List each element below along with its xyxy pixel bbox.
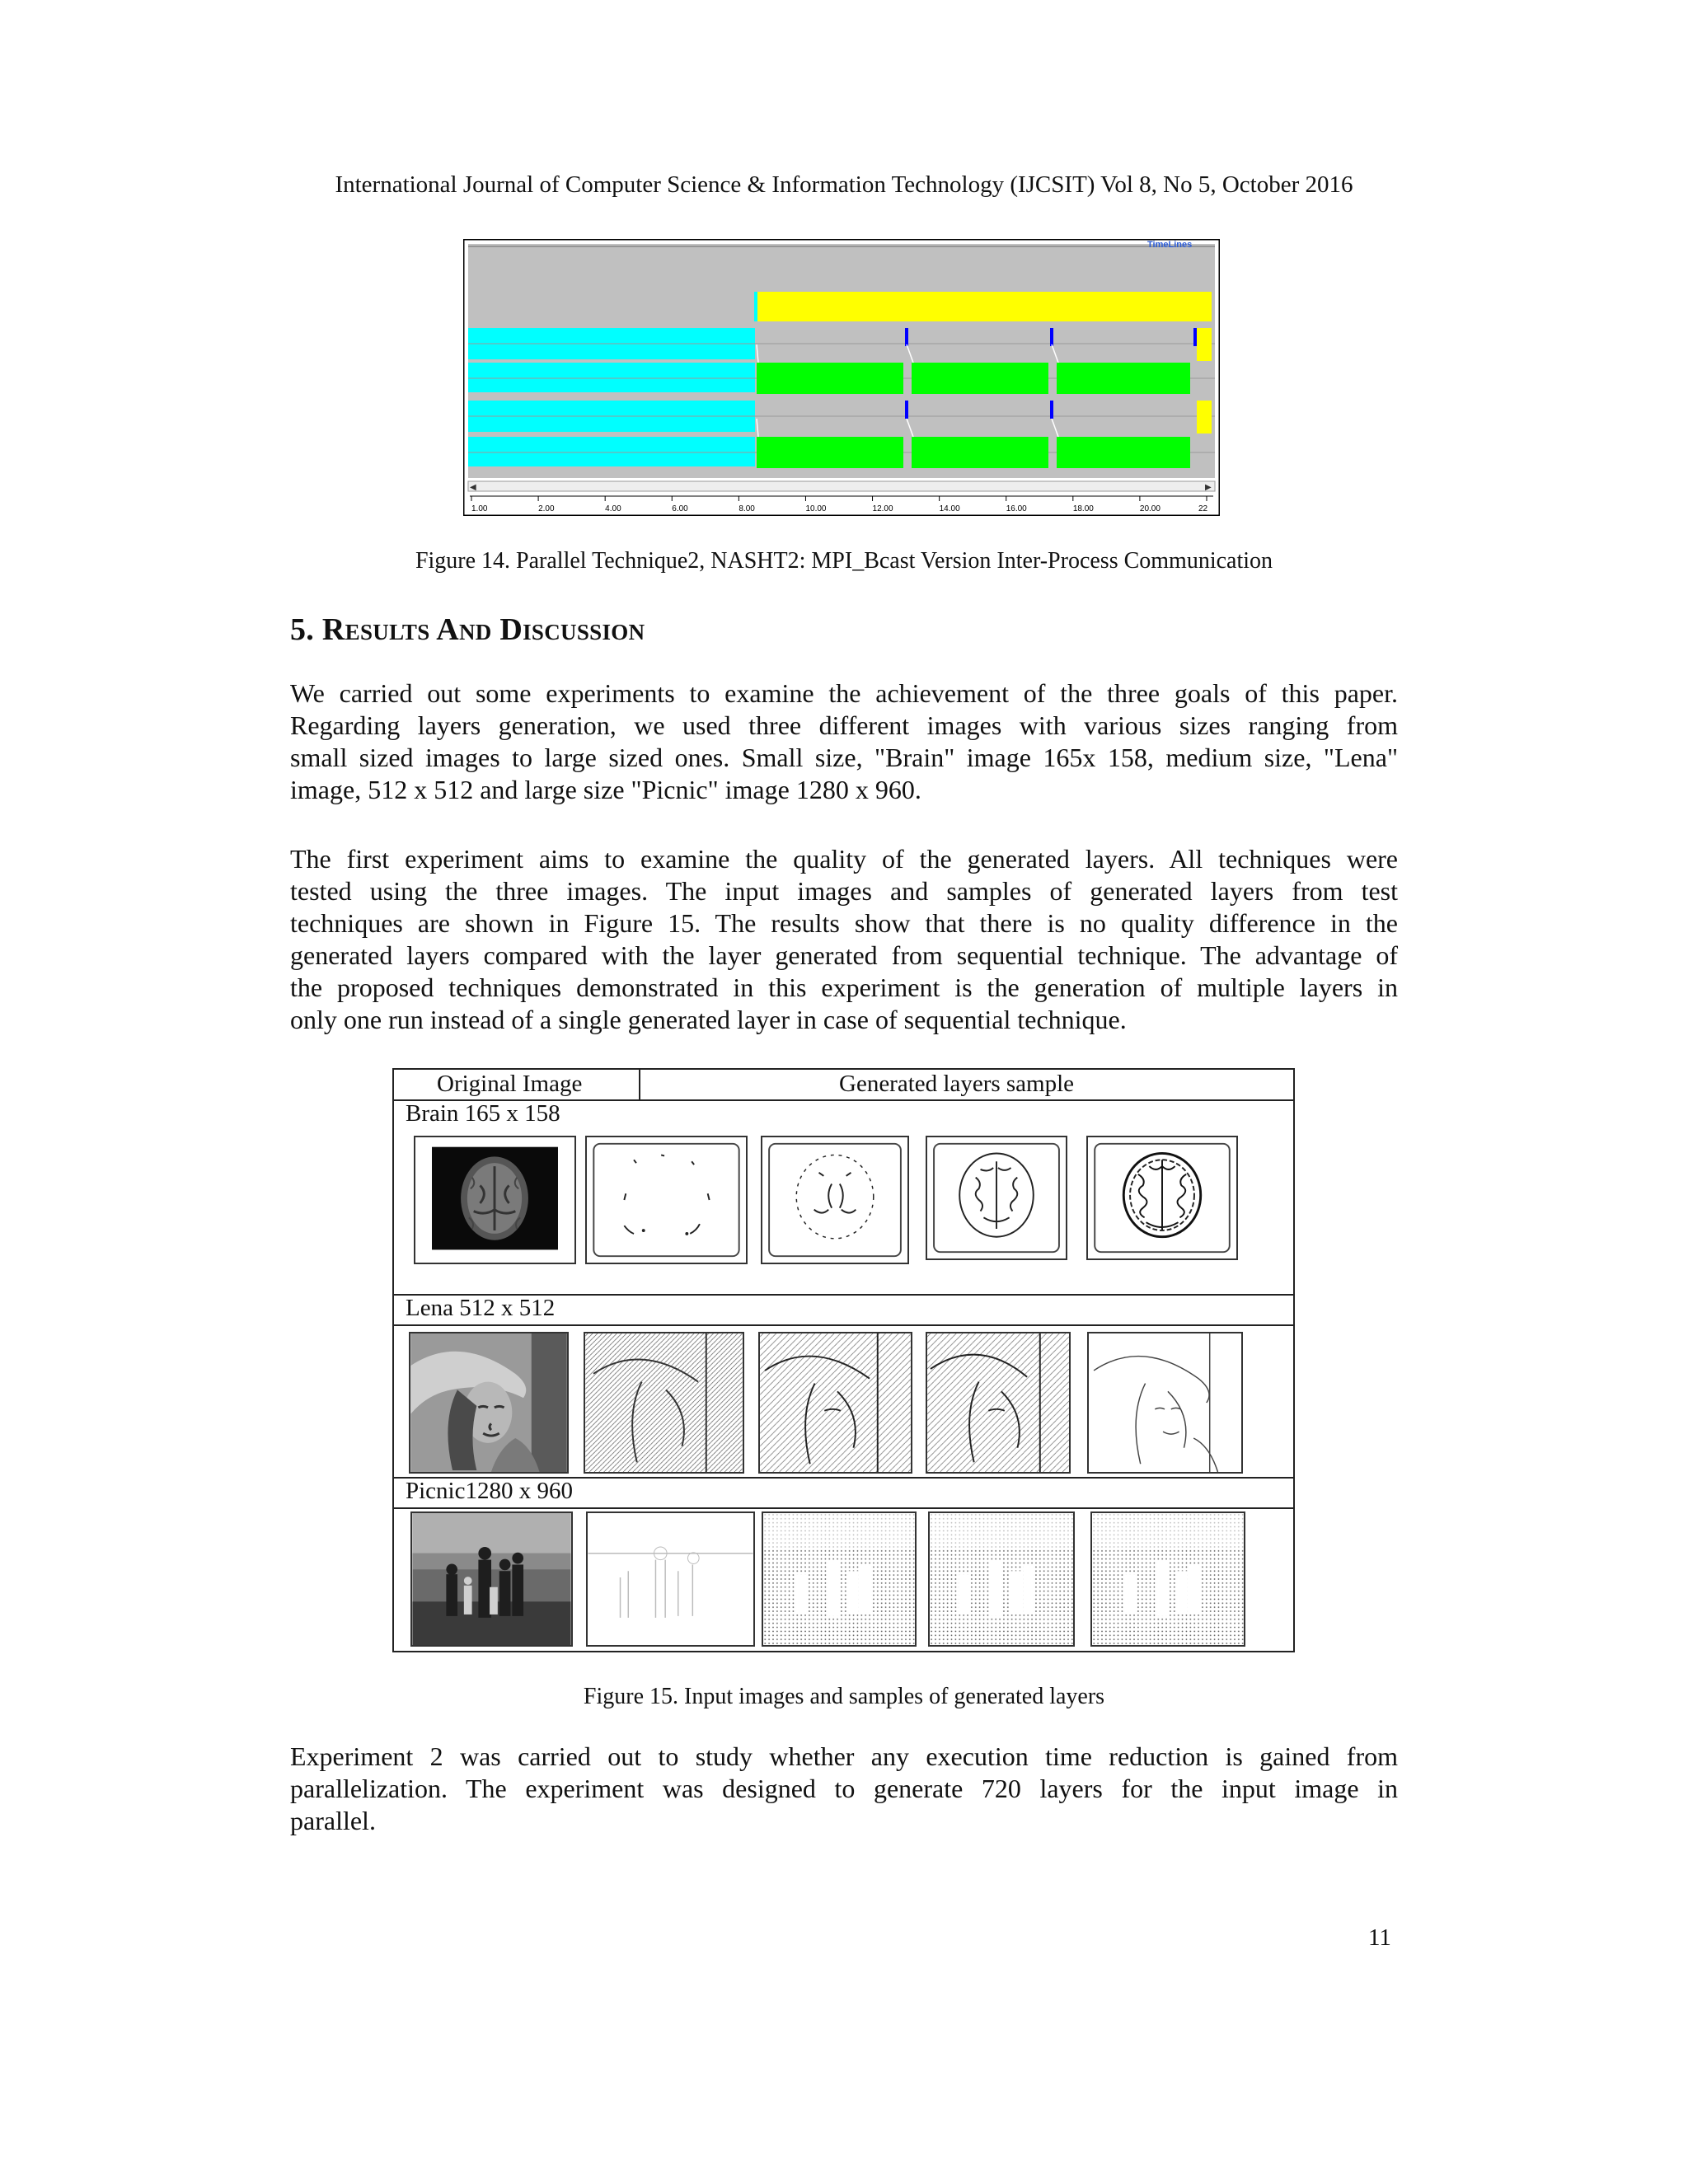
broadcast-tail: [1197, 328, 1212, 361]
picnic-layer-4: [1090, 1511, 1245, 1647]
axis-tick-label: 14.00: [939, 504, 960, 513]
axis-tick-label: 10.00: [805, 504, 827, 513]
section-heading: 5. Results And Discussion: [290, 612, 645, 647]
paragraph-line: image, 512 x 512 and large size "Picnic" image 1280 x 960.: [290, 775, 921, 804]
paragraph-2: [290, 843, 1398, 1036]
axis-tick-label: 20.00: [1139, 504, 1160, 513]
lena-layer-2: [758, 1332, 912, 1474]
process-bar: [757, 437, 903, 468]
figure-15-caption: Figure 15. Input images and samples of generated layers: [583, 1684, 1105, 1709]
brain-layer-4: [1086, 1136, 1238, 1260]
message-marker: [905, 401, 908, 419]
picnic-layer-1: [586, 1511, 755, 1647]
message-marker: [1050, 328, 1053, 346]
brain-layer-3: [926, 1136, 1067, 1260]
row-label-lena: Lena 512 x 512: [406, 1295, 556, 1321]
lena-layer-4: [1087, 1332, 1243, 1474]
scroll-right-arrow: ▶: [1205, 483, 1212, 492]
picnic-layer-3: [928, 1511, 1075, 1647]
process-bar: [912, 363, 1048, 394]
paragraph-line: tested using the three images. The input images and samples of generated layers from test: [290, 876, 1398, 906]
axis-tick-label: 18.00: [1072, 504, 1094, 513]
timeline-figure: [463, 239, 1220, 516]
lena-layer-1: [584, 1332, 744, 1474]
axis-tick-label: 1.00: [471, 504, 488, 513]
process-bar: [1057, 363, 1190, 394]
brain-layer-1: [585, 1136, 748, 1264]
paragraph-line: The first experiment aims to examine the quality of the generated layers. All techniques were: [290, 844, 1398, 874]
paragraph-line: only one run instead of a single generated layer in case of sequential technique.: [290, 1005, 1127, 1034]
scroll-left-arrow: ◀: [470, 483, 476, 492]
paragraph-line: the proposed techniques demonstrated in this experiment is the generation of multiple layers in: [290, 972, 1398, 1002]
axis-tick-label: 16.00: [1006, 504, 1027, 513]
column-header-original: Original Image: [437, 1071, 583, 1097]
axis-tick-label: 6.00: [672, 504, 688, 513]
process-bar: [1057, 437, 1190, 468]
row-label-picnic: Picnic1280 x 960: [406, 1478, 573, 1504]
compute-bar: [468, 363, 755, 392]
message-marker: [1050, 401, 1053, 419]
axis-tick-label: 4.00: [605, 504, 621, 513]
process-bar: [912, 437, 1048, 468]
broadcast-tail: [1197, 401, 1212, 434]
brain-layer-2: [761, 1136, 909, 1264]
table-rule: [394, 1324, 1293, 1326]
paragraph-line: parallelization. The experiment was designed to generate 720 layers for the input image in: [290, 1774, 1398, 1803]
lena-original-image: [409, 1332, 569, 1474]
page-number: 11: [1368, 1924, 1391, 1951]
message-marker: [905, 328, 908, 346]
header-divider: [639, 1070, 640, 1099]
paragraph-line: techniques are shown in Figure 15. The results show that there is no quality difference in the: [290, 908, 1398, 938]
message-marker: [1193, 328, 1197, 346]
paragraph-3: [290, 1741, 1398, 1837]
figure-15-table: [392, 1068, 1295, 1652]
axis-tick-label: 2.00: [538, 504, 555, 513]
table-rule: [394, 1507, 1293, 1509]
broadcast-bar: [756, 292, 1212, 321]
axis-tick-label: 8.00: [738, 504, 755, 513]
journal-header: International Journal of Computer Science & Information Technology (IJCSIT) Vol 8, No 5, October 2016: [335, 171, 1353, 198]
picnic-original-image: [410, 1511, 573, 1647]
process-bar: [757, 363, 903, 394]
paragraph-line: Regarding layers generation, we used three different images with various sizes ranging from: [290, 710, 1398, 740]
row-label-brain: Brain 165 x 158: [406, 1100, 560, 1127]
figure-14-caption: Figure 14. Parallel Technique2, NASHT2: MPI_Bcast Version Inter-Process Communication: [415, 548, 1273, 574]
brain-original-image: [414, 1136, 576, 1264]
lena-layer-3: [926, 1332, 1071, 1474]
broadcast-start: [754, 292, 757, 321]
paragraph-line: small sized images to large sized ones. Small size, "Brain" image 165x 158, medium size, "Lena": [290, 743, 1398, 772]
paragraph-line: generated layers compared with the layer generated from sequential technique. The advantage of: [290, 940, 1398, 970]
column-header-generated: Generated layers sample: [839, 1071, 1075, 1097]
picnic-layer-2: [762, 1511, 917, 1647]
paragraph-line: parallel.: [290, 1806, 376, 1835]
axis-tick-label: 22: [1198, 504, 1208, 513]
timeline-title: TimeLines: [1147, 240, 1193, 250]
paragraph-line: We carried out some experiments to examine the achievement of the three goals of this paper.: [290, 678, 1398, 708]
paragraph-1: [290, 677, 1398, 806]
paragraph-line: Experiment 2 was carried out to study whether any execution time reduction is gained from: [290, 1741, 1398, 1771]
compute-bar: [468, 437, 755, 466]
axis-tick-label: 12.00: [872, 504, 893, 513]
